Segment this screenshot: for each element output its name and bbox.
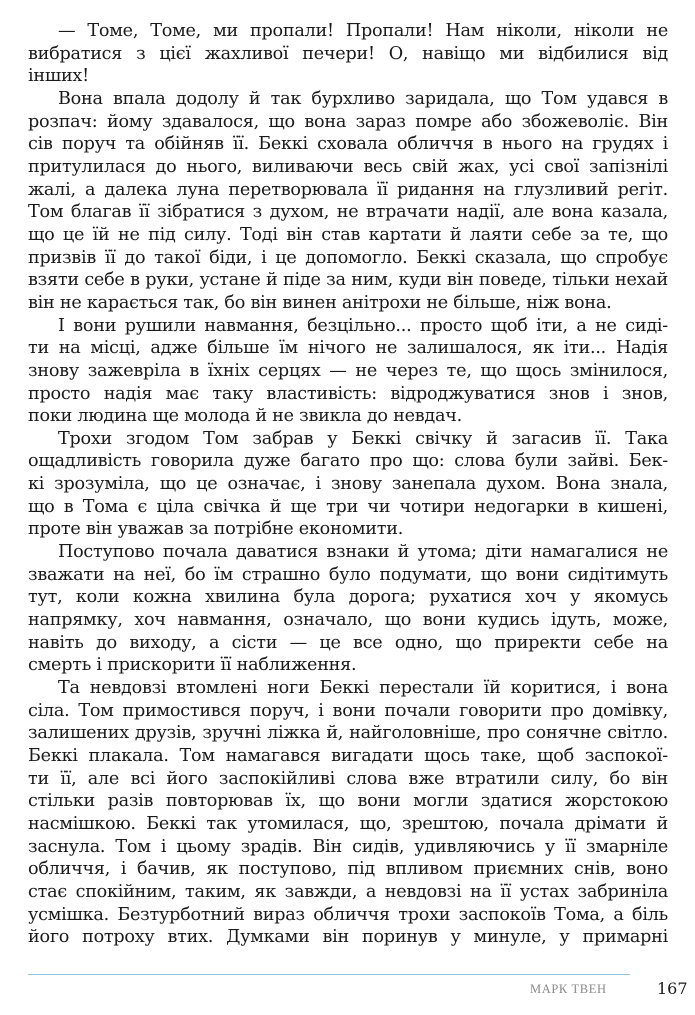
text-line: що в Тома є ціла свічка й ще три чи чотири недогарки в кишені, [28,496,668,517]
text-line: інших! [28,66,89,87]
text-line: смерть і прискорити її наближення. [28,655,357,676]
text-line: сів поруч та обійняв її. Беккі сховала обличчя в нього на грудях і [28,134,668,155]
text-line: навіть до виходу, а сісти — це все одно, що приректи себе на [28,632,668,653]
paragraph [28,541,668,677]
text-line: просто надія має таку властивість: відроджуватися знов і знов, [28,383,668,404]
text-line: тут, коли кожна хвилина була дорога; рухатися хоч у якомусь [28,587,668,608]
text-line: притулилася до нього, виливаючи весь свій жах, усі свої запізнілі [28,156,668,177]
text-line: поки людина ще молода й не звикла до невдач. [28,406,462,427]
text-line: вибратися з цієї жахливої печери! О, навіщо ми відбилися від [28,43,668,64]
text-line: він не карається так, бо він винен анітрохи не більше, ніж вона. [28,292,612,313]
page-text [28,20,668,949]
text-line: розпач: йому здавалося, що вона зараз помре або збожеволіє. Він [28,111,668,132]
text-line: насмішкою. Беккі так утомилася, що, зрештою, почала дрімати й [28,813,668,834]
text-line: стає спокійним, таким, як завжди, а невдовзі на її устах забриніла [28,881,668,902]
text-line: Том благав її зібратися з духом, не втрачати надії, але вона казала, [28,202,668,223]
running-footer-author: МАРК ТВЕН [530,982,607,996]
paragraph [28,315,668,428]
text-line: проте він уважав за потрібне економити. [28,519,404,540]
text-line: усмішка. Безтурботний вираз обличчя трохи заспокоїв Тома, а біль [28,904,668,925]
text-line: обличчя, і бачив, як поступово, під впливом приємних снів, воно [28,859,668,880]
paragraph [28,20,668,88]
paragraph [28,428,668,541]
text-line: взяти себе в руки, устане й піде за ним, куди він поведе, тільки нехай [28,270,668,291]
text-line: сіла. Том примостився поруч, і вони почали говорити про домівку, [28,700,668,721]
text-line: жалі, а далека луна перетворювала її ридання на глузливий регіт. [28,179,668,200]
text-line: Та невдовзі втомлені ноги Беккі перестали їй коритися, і вона [58,678,668,699]
text-line: ощадливість говорила дуже багато про що: слова були зайві. Бек- [28,451,668,472]
text-line: — Томе, Томе, ми пропали! Пропали! Нам ніколи, ніколи не [58,21,668,41]
text-line: Вона впала додолу й так бурхливо заридала, що Том удався в [58,88,668,109]
text-line: кі зрозуміла, що це означає, і знову занепала духом. Вона знала, [28,474,668,495]
paragraph [28,677,668,949]
text-line: залишених друзів, зручні ліжка й, найголовніше, про сонячне світло. [28,723,668,744]
text-line: що це їй не під силу. Тоді він став картати й лаяти себе за те, що [28,224,668,245]
text-line: знову зажевріла в їхніх серцях — не через те, що щось змінилося, [28,360,668,381]
text-line: зважати на неї, бо їм страшно було подумати, що вони сидітимуть [28,564,668,585]
page-number: 167 [657,979,688,998]
text-line: напрямку, хоч навмання, означало, що вони кудись ідуть, може, [28,610,668,631]
text-line: призвів її до такої біди, і це допомогло. Беккі сказала, що спробує [28,247,668,268]
text-line: Поступово почала даватися взнаки й утома; діти намагалися не [58,542,668,563]
text-line: Трохи згодом Том забрав у Беккі свічку й загасив її. Така [58,428,668,449]
paragraph [28,88,668,315]
text-line: заснула. Том і цьому зрадів. Він сидів, удивляючись у її змарніле [28,836,668,857]
text-line: стільки разів повторював їх, що вони могли здатися жорстокою [28,791,668,812]
footer-divider [28,974,630,975]
text-line: ти її, але всі його заспокійливі слова вже втратили силу, бо він [28,768,668,789]
text-line: І вони рушили навмання, безцільно... просто щоб іти, а не сиді- [58,315,668,336]
text-line: його потроху втих. Думками він поринув у минуле, у примарні [28,927,668,948]
text-line: ти на місці, адже більше їм нічого не залишалося, як іти... Надія [28,338,668,359]
text-line: Беккі плакала. Том намагався вигадати щось таке, щоб заспокої- [28,746,668,766]
